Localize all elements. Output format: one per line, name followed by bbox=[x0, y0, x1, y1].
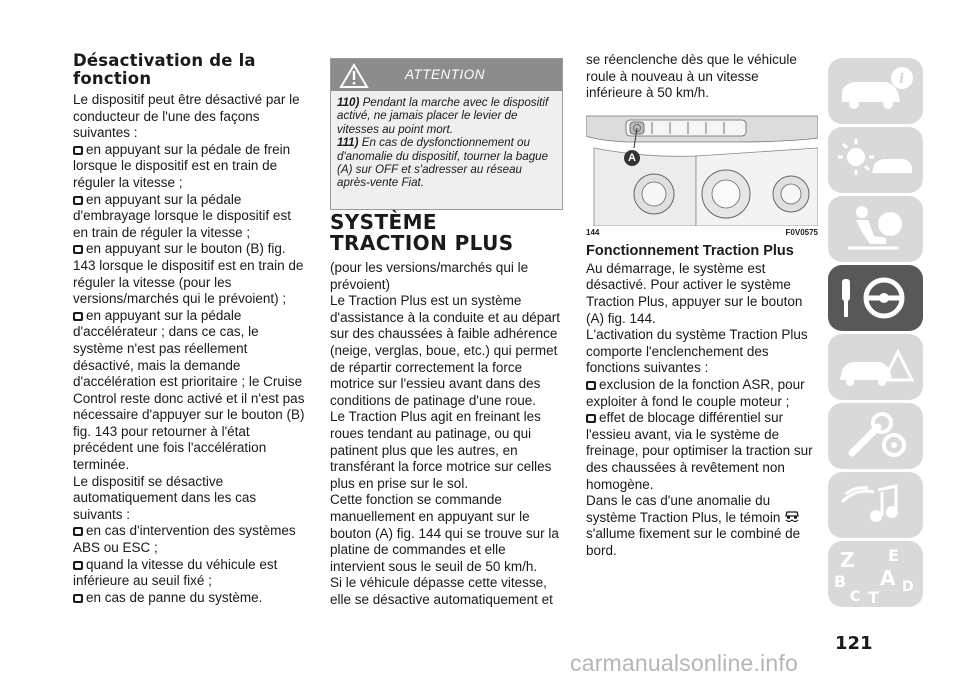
warning-lights-icon bbox=[828, 127, 923, 193]
bullet-icon bbox=[73, 312, 83, 321]
column-2 bbox=[330, 212, 561, 608]
warning-110: 110) Pendant la marche avec le dispositif activé, ne jamais placer le levier de vitesses au point mort. bbox=[337, 96, 549, 136]
bullet-icon bbox=[73, 196, 83, 205]
paragraph: Le dispositif se désactive automatiquement dans les cas suivants : bbox=[73, 473, 257, 522]
sidebar-item-warning-lights[interactable] bbox=[828, 127, 923, 193]
list-item: en appuyant sur la pédale d'embrayage lorsque le dispositif est en train de réguler la vitesse ; bbox=[73, 191, 291, 240]
paragraph: se réenclenche dès que le véhicule roule à nouveau à un vitesse inférieure à 50 km/h. bbox=[586, 52, 797, 101]
figure-caption bbox=[586, 228, 818, 237]
figure-144 bbox=[586, 108, 818, 226]
index-letter: C bbox=[850, 589, 861, 605]
column-3 bbox=[586, 52, 818, 559]
index-letter: A bbox=[880, 566, 896, 590]
airbag-icon bbox=[828, 196, 923, 262]
chapter-sidebar bbox=[828, 58, 923, 610]
list-item: effet de blocage différentiel sur l'essieu avant, via le système de freinage, pour optimiser la traction sur des chaussées à revêtement non homogène. bbox=[586, 410, 813, 492]
bullet-icon bbox=[73, 594, 83, 603]
attention-title: ATTENTION bbox=[405, 67, 485, 82]
traction-warning-icon bbox=[784, 510, 800, 524]
sidebar-item-maintenance[interactable] bbox=[828, 403, 923, 469]
paragraph: Le Traction Plus agit en freinant les roues tendant au patinage, ou qui patinent plus que les autres, en transférant la force motrice sur celles plus en prise sur le sol. bbox=[330, 409, 552, 491]
index-letter: T bbox=[868, 588, 879, 607]
sidebar-item-car-info[interactable] bbox=[828, 58, 923, 124]
bullet-icon bbox=[586, 414, 596, 423]
bullet-icon bbox=[73, 245, 83, 254]
list-item: en appuyant sur le bouton (B) fig. 143 lorsque le dispositif est en train de réguler la vitesse (pour les versions/marchés qui le prévoient) ; bbox=[73, 241, 304, 307]
list-item: en appuyant sur la pédale de frein lorsque le dispositif est en train de réguler la vitesse ; bbox=[73, 141, 291, 190]
paragraph: Le Traction Plus est un système d'assistance à la conduite et au départ sur des chaussées à faible adhérence (neige, verglas, boue, etc.) qui permet de répartir correctement la force motrice sur l'essieu avant dans des conditions de patinage d'une roue. bbox=[330, 293, 560, 408]
car-info-icon bbox=[828, 58, 923, 124]
sidebar-item-index[interactable] bbox=[828, 541, 923, 607]
list-item: en cas de panne du système. bbox=[73, 590, 305, 607]
subheading: Fonctionnement Traction Plus bbox=[586, 242, 794, 259]
svg-text:i: i bbox=[899, 71, 905, 87]
column-1 bbox=[73, 52, 305, 606]
dashboard-controls-illustration bbox=[586, 108, 818, 226]
list-item: en appuyant sur la pédale d'accélérateur ; dans ce cas, le système n'est pas réellement désactivé, mais la demande d'accélération est prioritaire ; le Cruise Control reste donc activé et il n'est pas nécessaire d'appuyer sur le bouton (B) fig. 143 pour retourner à l'état précédent une fois l'accélération terminée. bbox=[73, 307, 305, 473]
list-item: quand la vitesse du véhicule est inférieure au seuil fixé ; bbox=[73, 556, 278, 589]
index-letter: D bbox=[902, 579, 914, 595]
attention-box bbox=[330, 58, 563, 210]
paragraph: Cette fonction se commande manuellement en appuyant sur le bouton (A) fig. 144 qui se trouve sur la platine de commandes et elle intervient sous le seuil de 50 km/h. bbox=[330, 492, 559, 574]
bullet-icon bbox=[73, 146, 83, 155]
watermark: carmanualsonline.info bbox=[570, 650, 798, 676]
index-letter: B bbox=[834, 572, 847, 591]
paragraph: (pour les versions/marchés qui le prévoient) bbox=[330, 260, 529, 292]
sidebar-item-breakdown[interactable] bbox=[828, 334, 923, 400]
paragraph: Si le véhicule dépasse cette vitesse, elle se désactive automatiquement et bbox=[330, 575, 553, 607]
section-heading: Désactivation de la fonction bbox=[73, 51, 256, 88]
index-letter: Z bbox=[840, 548, 855, 572]
figure-code: F0V0575 bbox=[785, 227, 818, 237]
index-letter: E bbox=[888, 546, 899, 565]
sidebar-item-multimedia[interactable] bbox=[828, 472, 923, 538]
attention-body bbox=[331, 91, 562, 190]
paragraph: Le dispositif peut être désactivé par le conducteur de l'une des façons suivantes : bbox=[73, 92, 300, 141]
breakdown-icon bbox=[828, 334, 923, 400]
attention-header bbox=[331, 59, 562, 91]
key-steering-icon bbox=[828, 265, 923, 331]
sidebar-item-starting-driving[interactable] bbox=[828, 265, 923, 331]
page-number: 121 bbox=[835, 633, 873, 654]
paragraph: Dans le cas d'une anomalie du système Traction Plus, le témoin s'allume fixement sur le combiné de bord. bbox=[586, 493, 801, 558]
multimedia-icon bbox=[828, 472, 923, 538]
paragraph: L'activation du système Traction Plus comporte l'enclenchement des fonctions suivantes : bbox=[586, 327, 808, 376]
list-item: en cas d'intervention des systèmes ABS ou ESC ; bbox=[73, 523, 296, 556]
sidebar-item-airbag[interactable] bbox=[828, 196, 923, 262]
index-icon bbox=[828, 541, 923, 607]
callout-a: A bbox=[624, 150, 640, 166]
bullet-icon bbox=[73, 561, 83, 570]
section-heading: SYSTÈME TRACTION PLUS bbox=[330, 210, 514, 255]
wrench-icon bbox=[828, 403, 923, 469]
figure-number: 144 bbox=[586, 227, 600, 237]
bullet-icon bbox=[73, 527, 83, 536]
paragraph: Au démarrage, le système est désactivé. Pour activer le système Traction Plus, appuyer sur le bouton (A) fig. 144. bbox=[586, 260, 803, 326]
warning-111: 111) En cas de dysfonctionnement ou d'anomalie du dispositif, tourner la bague (A) sur OFF et s'adresser au réseau après-vente Fiat. bbox=[337, 136, 549, 190]
warning-triangle-icon bbox=[339, 63, 369, 89]
list-item: exclusion de la fonction ASR, pour exploiter à fond le couple moteur ; bbox=[586, 376, 805, 409]
bullet-icon bbox=[586, 381, 596, 390]
